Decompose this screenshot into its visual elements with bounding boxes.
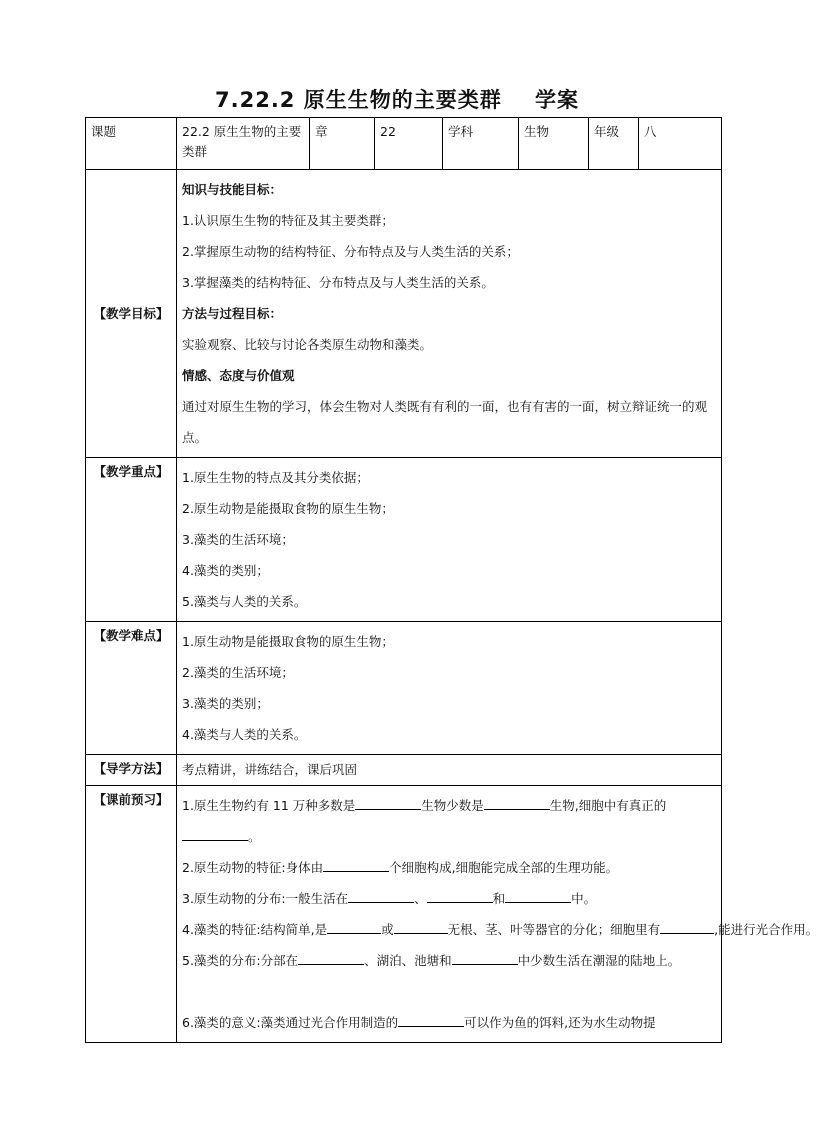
q3-text-c: 和 [492, 891, 506, 906]
key-points-label: 【教学重点】 [86, 458, 177, 622]
method-heading: 方法与过程目标： [182, 306, 283, 321]
q1-text-b: 生物少数是 [421, 798, 484, 813]
method-value: 考点精讲，讲练结合，课后巩固 [182, 762, 358, 777]
knowledge-item-3: 3.掌握藻类的结构特征、分布特点及与人类生活的关系。 [182, 275, 494, 290]
q1-text-c: 生物,细胞中有真正的 [549, 798, 667, 813]
topic-label: 课题 [86, 118, 177, 170]
q3-blank-2[interactable] [427, 888, 493, 903]
q3-text-d: 中。 [571, 891, 597, 906]
q6-text-b: 可以作为鱼的饵料,还为水生动物提 [464, 1015, 656, 1030]
chapter-value: 22 [375, 118, 443, 170]
subject-value: 生物 [519, 118, 589, 170]
topic-value: 22.2 原生生物的主要类群 [177, 118, 310, 170]
q5-text-b: 、湖泊、池塘和 [364, 953, 452, 968]
knowledge-heading: 知识与技能目标： [182, 182, 283, 197]
q3-blank-1[interactable] [348, 888, 414, 903]
header-row [86, 118, 722, 170]
key-point-4: 4.藻类的类别； [182, 563, 269, 578]
grade-value: 八 [639, 118, 722, 170]
key-point-2: 2.原生动物是能摄取食物的原生生物； [182, 501, 394, 516]
preview-q4 [182, 914, 818, 945]
q2-text-a: 2.原生动物的特征:身体由 [182, 860, 324, 875]
page-title: 7.22.2 原生生物的主要类群 学案 [215, 88, 579, 112]
method-label: 【导学方法】 [86, 755, 177, 786]
difficult-point-1: 1.原生动物是能摄取食物的原生生物； [182, 634, 394, 649]
q1-blank-1[interactable] [355, 795, 421, 810]
q5-text-c: 中少数生活在潮湿的陆地上。 [517, 953, 681, 968]
key-point-1: 1.原生生物的特点及其分类依据； [182, 470, 369, 485]
preview-q3 [182, 883, 716, 914]
objectives-content [177, 170, 722, 458]
preview-q1-cont [182, 821, 716, 852]
q2-text-b: 个细胞构成,细胞能完成全部的生理功能。 [389, 860, 619, 875]
q3-text-b: 、 [414, 891, 427, 906]
method-row [86, 755, 722, 786]
key-point-5: 5.藻类与人类的关系。 [182, 594, 307, 609]
key-points-row [86, 458, 722, 622]
q5-text-a: 5.藻类的分布:分部在 [182, 953, 299, 968]
objectives-label: 【教学目标】 [86, 170, 177, 458]
q4-text-b: 或 [381, 922, 394, 937]
emotion-heading: 情感、态度与价值观 [182, 368, 295, 383]
q4-blank-1[interactable] [327, 919, 381, 934]
q4-text-a: 4.藻类的特征:结构简单,是 [182, 922, 328, 937]
difficult-points-content [177, 622, 722, 755]
q1-text-d: 。 [248, 829, 261, 844]
difficult-point-4: 4.藻类与人类的关系。 [182, 727, 307, 742]
preview-q1 [182, 790, 716, 821]
q1-blank-2[interactable] [484, 795, 550, 810]
q4-blank-3[interactable] [660, 919, 714, 934]
preview-label: 【课前预习】 [86, 786, 177, 1043]
difficult-point-3: 3.藻类的类别； [182, 696, 269, 711]
grade-label: 年级 [589, 118, 639, 170]
difficult-points-row [86, 622, 722, 755]
q5-blank-2[interactable] [452, 950, 518, 965]
q2-blank-1[interactable] [323, 857, 389, 872]
q1-text-a: 1.原生生物约有 11 万种多数是 [182, 798, 356, 813]
difficult-point-2: 2.藻类的生活环境； [182, 665, 294, 680]
preview-q2 [182, 852, 716, 883]
q4-blank-2[interactable] [394, 919, 448, 934]
lesson-plan-table [85, 117, 818, 1043]
key-point-3: 3.藻类的生活环境； [182, 532, 294, 547]
q5-blank-1[interactable] [298, 950, 364, 965]
q4-text-c: 无根、茎、叶等器官的分化；细胞里有 [447, 922, 661, 937]
knowledge-item-2: 2.掌握原生动物的结构特征、分布特点及与人类生活的关系； [182, 244, 519, 259]
preview-spacer [182, 976, 716, 1007]
key-points-content [177, 458, 722, 622]
subject-label: 学科 [443, 118, 519, 170]
chapter-label: 章 [310, 118, 375, 170]
objectives-row [86, 170, 722, 458]
preview-row [86, 786, 722, 1043]
preview-content [177, 786, 818, 1043]
q6-text-a: 6.藻类的意义:藻类通过光合作用制造的 [182, 1015, 399, 1030]
difficult-points-label: 【教学难点】 [86, 622, 177, 755]
method-text: 实验观察、比较与讨论各类原生动物和藻类。 [182, 337, 433, 352]
q4-text-d: ,能进行光合作用。 [714, 922, 818, 937]
emotion-text: 通过对原生生物的学习，体会生物对人类既有有利的一面，也有有害的一面，树立辩证统一的观点。 [182, 399, 708, 445]
knowledge-item-1: 1.认识原生生物的特征及其主要类群； [182, 213, 394, 228]
q6-blank-1[interactable] [398, 1012, 464, 1027]
method-content [177, 755, 722, 786]
preview-q5 [182, 945, 716, 976]
q3-blank-3[interactable] [505, 888, 571, 903]
preview-q6 [182, 1007, 716, 1038]
q3-text-a: 3.原生动物的分布:一般生活在 [182, 891, 349, 906]
q1-blank-3[interactable] [182, 826, 248, 841]
